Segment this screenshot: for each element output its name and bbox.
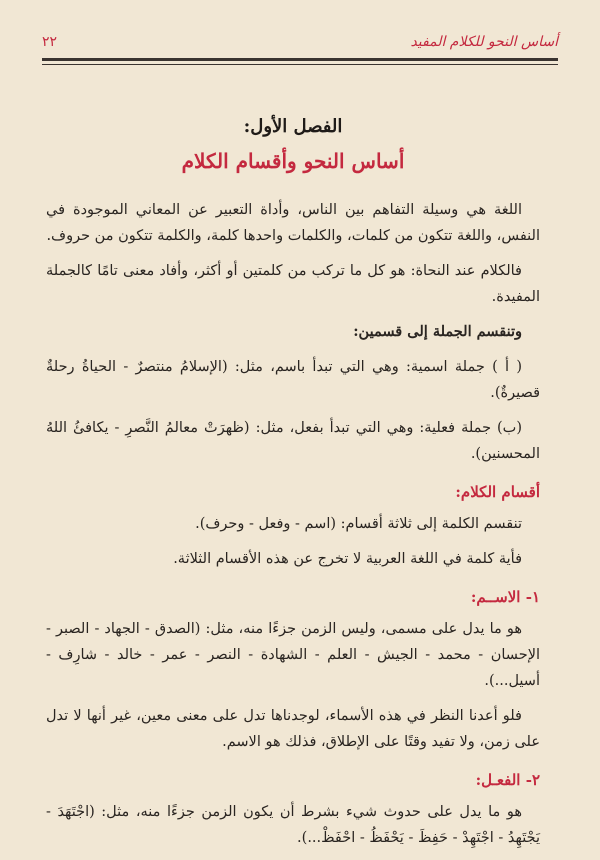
paragraph-three-sections: فأية كلمة في اللغة العربية لا تخرج عن هذه الأقسام الثلاثة.	[173, 551, 522, 567]
paragraph-verb-definition: هو ما يدل على حدوث شيء بشرط أن يكون الزمن جزءًا منه، مثل: (اجْتَهَدَ - يَجْتَهِدُ - اجْتَهِدْ - حَفِظَ - يَحْفَظُ - احْفَظْ...).	[46, 804, 540, 846]
paragraph-noun-definition: هو ما يدل على مسمى، وليس الزمن جزءًا منه، مثل: (الصدق - الجهاد - الصبر - الإحسان - محمد - الجيش - العلم - الشهادة - النصر - عمر - خالد - شارِف - أسيل...).	[46, 621, 540, 689]
paragraph-verbal-sentence: (ب) جملة فعلية: وهي التي تبدأ بفعل، مثل: (ظهرَتْ معالمُ النَّصرِ - يكافئُ اللهُ المحسنين).	[46, 420, 540, 462]
heading-noun: ١- الاســم:	[470, 588, 540, 606]
paragraph-speech-definition: فالكلام عند النحاة: هو كل ما تركب من كلمتين أو أكثر، وأفاد معنى تامًا كالجملة المفيدة.	[46, 263, 540, 305]
running-header	[42, 34, 558, 50]
running-title: أساس النحو للكلام المفيد	[410, 34, 558, 50]
paragraph-sentence-division: وتنقسم الجملة إلى قسمين:	[353, 323, 522, 340]
paragraph-noun-explanation: فلو أعدنا النظر في هذه الأسماء، لوجدناها تدل على معنى معين، غير أنها لا تدل على زمن، ولا تفيد وقتًا على الإطلاق، فذلك هو الاسم.	[46, 708, 540, 750]
chapter-label: الفصل الأول:	[243, 116, 343, 137]
chapter-title: أساس النحو وأقسام الكلام	[181, 149, 405, 173]
header-rule-thick	[42, 58, 558, 61]
heading-verb: ٢- الفعـل:	[475, 771, 540, 789]
page-number: ٢٢	[42, 34, 58, 50]
header-rule-thin	[42, 64, 558, 65]
paragraph-language: اللغة هي وسيلة التفاهم بين الناس، وأداة التعبير عن المعاني الموجودة في النفس، واللغة تتكون من كلمات، والكلمات واحدها كلمة، والكلمة تتكون من حروف.	[46, 202, 540, 244]
paragraph-word-division: تنقسم الكلمة إلى ثلاثة أقسام: (اسم - وفعل - وحرف).	[195, 516, 522, 532]
heading-speech-sections: أقسام الكلام:	[455, 483, 540, 501]
page-body	[46, 116, 540, 860]
paragraph-nominal-sentence: ( أ ) جملة اسمية: وهي التي تبدأ باسم، مثل: (الإسلامُ منتصرٌ - الحياةُ رحلةٌ قصيرةٌ).	[46, 359, 540, 401]
